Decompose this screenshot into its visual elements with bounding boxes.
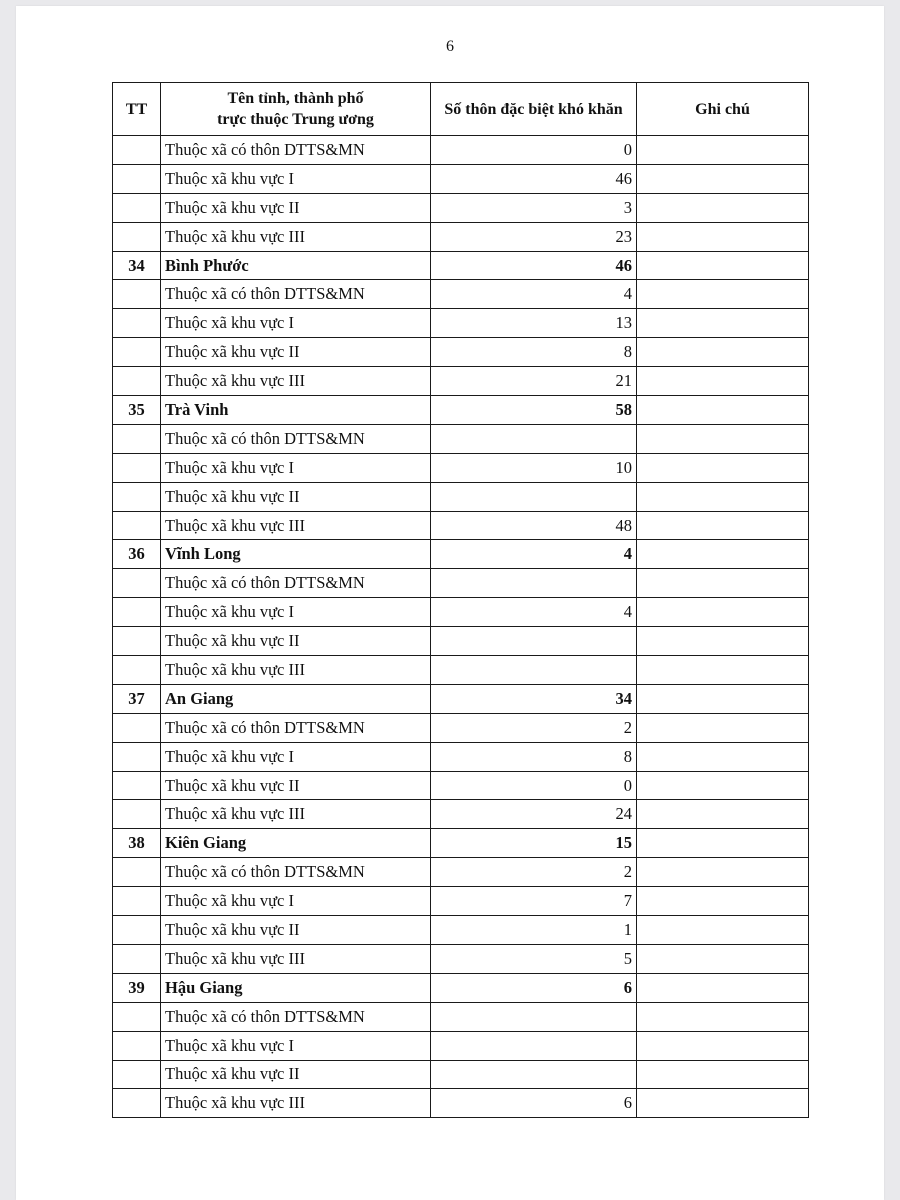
table-row — [113, 598, 809, 627]
value-cell: 0 — [431, 136, 637, 165]
value-cell: 4 — [431, 280, 637, 309]
value-cell: 6 — [431, 973, 637, 1002]
tt-cell — [113, 222, 161, 251]
tt-cell — [113, 858, 161, 887]
tt-cell — [113, 511, 161, 540]
tt-cell — [113, 424, 161, 453]
name-cell: Hậu Giang — [161, 973, 431, 1002]
note-cell — [637, 627, 809, 656]
name-cell: Thuộc xã khu vực III — [161, 1089, 431, 1118]
value-cell: 2 — [431, 858, 637, 887]
page-number: 6 — [446, 38, 454, 55]
table-header — [113, 83, 809, 136]
name-cell: Thuộc xã khu vực II — [161, 1060, 431, 1089]
note-cell — [637, 569, 809, 598]
tt-cell: 36 — [113, 540, 161, 569]
value-cell — [431, 1002, 637, 1031]
tt-cell: 35 — [113, 396, 161, 425]
value-cell: 34 — [431, 684, 637, 713]
note-cell — [637, 251, 809, 280]
header-name-line2: trực thuộc Trung ương — [217, 111, 374, 128]
table-row — [113, 511, 809, 540]
province-row — [113, 396, 809, 425]
name-cell: Thuộc xã khu vực III — [161, 656, 431, 685]
tt-cell — [113, 656, 161, 685]
name-cell: Thuộc xã khu vực I — [161, 887, 431, 916]
tt-cell — [113, 800, 161, 829]
note-cell — [637, 1031, 809, 1060]
value-cell: 5 — [431, 944, 637, 973]
value-cell: 58 — [431, 396, 637, 425]
name-cell: Thuộc xã khu vực III — [161, 367, 431, 396]
table-row — [113, 1002, 809, 1031]
table-row — [113, 1031, 809, 1060]
name-cell: Thuộc xã khu vực I — [161, 1031, 431, 1060]
note-cell — [637, 540, 809, 569]
data-table — [112, 82, 809, 1118]
note-cell — [637, 511, 809, 540]
note-cell — [637, 453, 809, 482]
value-cell: 0 — [431, 771, 637, 800]
table-row — [113, 656, 809, 685]
value-cell — [431, 569, 637, 598]
tt-cell — [113, 598, 161, 627]
table-row — [113, 338, 809, 367]
name-cell: Trà Vinh — [161, 396, 431, 425]
tt-cell — [113, 1031, 161, 1060]
value-cell: 13 — [431, 309, 637, 338]
tt-cell — [113, 627, 161, 656]
note-cell — [637, 1002, 809, 1031]
table-row — [113, 800, 809, 829]
tt-cell — [113, 164, 161, 193]
note-cell — [637, 771, 809, 800]
tt-cell — [113, 136, 161, 165]
value-cell: 8 — [431, 742, 637, 771]
tt-cell — [113, 367, 161, 396]
name-cell: Thuộc xã có thôn DTTS&MN — [161, 136, 431, 165]
table-row — [113, 424, 809, 453]
note-cell — [637, 656, 809, 685]
value-cell: 4 — [431, 598, 637, 627]
province-row — [113, 829, 809, 858]
note-cell — [637, 367, 809, 396]
tt-cell — [113, 338, 161, 367]
value-cell: 46 — [431, 164, 637, 193]
tt-cell — [113, 1002, 161, 1031]
value-cell — [431, 627, 637, 656]
value-cell: 21 — [431, 367, 637, 396]
name-cell: Thuộc xã khu vực III — [161, 944, 431, 973]
note-cell — [637, 396, 809, 425]
name-cell: An Giang — [161, 684, 431, 713]
value-cell: 6 — [431, 1089, 637, 1118]
note-cell — [637, 916, 809, 945]
header-name — [161, 83, 431, 136]
note-cell — [637, 598, 809, 627]
value-cell: 8 — [431, 338, 637, 367]
value-cell: 46 — [431, 251, 637, 280]
tt-cell — [113, 453, 161, 482]
note-cell — [637, 1089, 809, 1118]
table-row — [113, 1060, 809, 1089]
name-cell: Thuộc xã khu vực II — [161, 771, 431, 800]
tt-cell — [113, 944, 161, 973]
name-cell: Thuộc xã khu vực I — [161, 598, 431, 627]
header-count: Số thôn đặc biệt khó khăn — [431, 83, 637, 136]
name-cell: Kiên Giang — [161, 829, 431, 858]
note-cell — [637, 713, 809, 742]
header-row — [113, 83, 809, 136]
table-row — [113, 367, 809, 396]
tt-cell: 39 — [113, 973, 161, 1002]
tt-cell: 34 — [113, 251, 161, 280]
tt-cell — [113, 280, 161, 309]
header-note: Ghi chú — [637, 83, 809, 136]
note-cell — [637, 482, 809, 511]
name-cell: Thuộc xã khu vực II — [161, 338, 431, 367]
note-cell — [637, 858, 809, 887]
tt-cell — [113, 916, 161, 945]
table-row — [113, 482, 809, 511]
note-cell — [637, 973, 809, 1002]
note-cell — [637, 222, 809, 251]
name-cell: Thuộc xã có thôn DTTS&MN — [161, 1002, 431, 1031]
note-cell — [637, 1060, 809, 1089]
note-cell — [637, 800, 809, 829]
note-cell — [637, 829, 809, 858]
tt-cell — [113, 309, 161, 338]
table-row — [113, 569, 809, 598]
document-page — [16, 6, 884, 1200]
table-row — [113, 944, 809, 973]
value-cell — [431, 1060, 637, 1089]
table-row — [113, 627, 809, 656]
province-row — [113, 540, 809, 569]
table-row — [113, 136, 809, 165]
value-cell: 7 — [431, 887, 637, 916]
name-cell: Thuộc xã khu vực II — [161, 193, 431, 222]
table-row — [113, 887, 809, 916]
table-body — [113, 136, 809, 1118]
header-name-line1: Tên tỉnh, thành phố — [227, 90, 364, 107]
tt-cell: 37 — [113, 684, 161, 713]
header-tt: TT — [113, 83, 161, 136]
name-cell: Thuộc xã khu vực I — [161, 742, 431, 771]
value-cell: 15 — [431, 829, 637, 858]
name-cell: Thuộc xã có thôn DTTS&MN — [161, 424, 431, 453]
value-cell — [431, 424, 637, 453]
note-cell — [637, 280, 809, 309]
tt-cell — [113, 887, 161, 916]
tt-cell — [113, 482, 161, 511]
name-cell: Bình Phước — [161, 251, 431, 280]
name-cell: Thuộc xã có thôn DTTS&MN — [161, 569, 431, 598]
value-cell — [431, 482, 637, 511]
note-cell — [637, 887, 809, 916]
table-row — [113, 309, 809, 338]
value-cell: 3 — [431, 193, 637, 222]
table-row — [113, 771, 809, 800]
table-row — [113, 916, 809, 945]
name-cell: Thuộc xã có thôn DTTS&MN — [161, 858, 431, 887]
value-cell: 2 — [431, 713, 637, 742]
table-row — [113, 1089, 809, 1118]
note-cell — [637, 944, 809, 973]
note-cell — [637, 136, 809, 165]
name-cell: Thuộc xã khu vực II — [161, 916, 431, 945]
table-row — [113, 713, 809, 742]
name-cell: Thuộc xã khu vực III — [161, 800, 431, 829]
name-cell: Thuộc xã có thôn DTTS&MN — [161, 713, 431, 742]
province-row — [113, 973, 809, 1002]
value-cell — [431, 656, 637, 685]
name-cell: Thuộc xã khu vực II — [161, 482, 431, 511]
province-row — [113, 251, 809, 280]
value-cell: 24 — [431, 800, 637, 829]
value-cell: 1 — [431, 916, 637, 945]
name-cell: Thuộc xã khu vực III — [161, 222, 431, 251]
note-cell — [637, 338, 809, 367]
table-row — [113, 280, 809, 309]
table-row — [113, 193, 809, 222]
name-cell: Thuộc xã khu vực I — [161, 453, 431, 482]
name-cell: Vĩnh Long — [161, 540, 431, 569]
table-row — [113, 453, 809, 482]
name-cell: Thuộc xã khu vực III — [161, 511, 431, 540]
value-cell: 48 — [431, 511, 637, 540]
table-row — [113, 858, 809, 887]
table-row — [113, 222, 809, 251]
tt-cell — [113, 742, 161, 771]
note-cell — [637, 684, 809, 713]
tt-cell — [113, 1060, 161, 1089]
value-cell: 23 — [431, 222, 637, 251]
note-cell — [637, 309, 809, 338]
province-row — [113, 684, 809, 713]
value-cell: 10 — [431, 453, 637, 482]
note-cell — [637, 164, 809, 193]
tt-cell: 38 — [113, 829, 161, 858]
tt-cell — [113, 1089, 161, 1118]
name-cell: Thuộc xã khu vực II — [161, 627, 431, 656]
name-cell: Thuộc xã khu vực I — [161, 164, 431, 193]
tt-cell — [113, 771, 161, 800]
tt-cell — [113, 193, 161, 222]
table-row — [113, 164, 809, 193]
tt-cell — [113, 713, 161, 742]
note-cell — [637, 424, 809, 453]
tt-cell — [113, 569, 161, 598]
note-cell — [637, 742, 809, 771]
value-cell — [431, 1031, 637, 1060]
value-cell: 4 — [431, 540, 637, 569]
name-cell: Thuộc xã khu vực I — [161, 309, 431, 338]
table-row — [113, 742, 809, 771]
note-cell — [637, 193, 809, 222]
name-cell: Thuộc xã có thôn DTTS&MN — [161, 280, 431, 309]
